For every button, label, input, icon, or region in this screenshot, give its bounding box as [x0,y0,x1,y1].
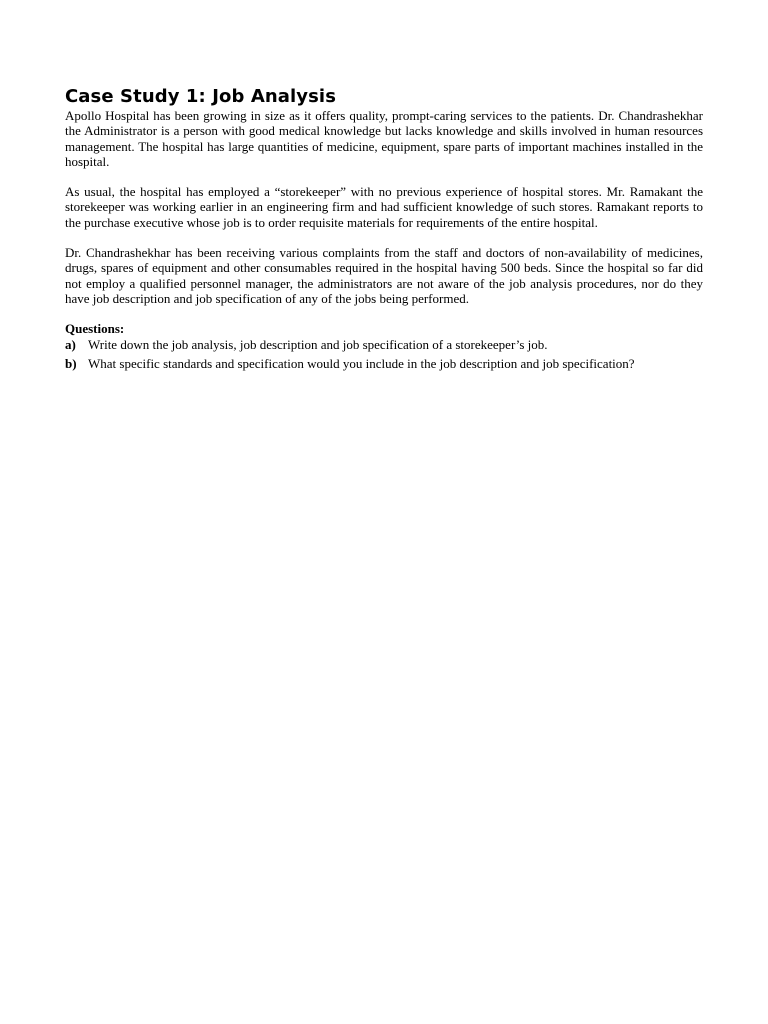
question-item [65,356,703,371]
questions-list [65,337,703,371]
document-title: Case Study 1: Job Analysis [65,86,337,107]
question-item [65,337,703,352]
paragraph-storekeeper: As usual, the hospital has employed a “storekeeper” with no previous experience of hospital stores. Mr. Ramakant the storekeeper was working earlier in an engineering firm and had sufficient knowledge of such stores. Ramakant reports to the purchase executive whose job is to order requisite materials for requirements of the entire hospital. [65,184,703,230]
paragraph-intro: Apollo Hospital has been growing in size as it offers quality, prompt-caring services to the patients. Dr. Chandrashekhar the Administrator is a person with good medical knowledge but lacks knowledge and skills involved in human resources management. The hospital has large quantities of medicine, equipment, spare parts of important machines installed in the hospital. [65,108,703,169]
question-text: Write down the job analysis, job description and job specification of a storekeeper’s job. [88,337,548,353]
question-text: What specific standards and specification would you include in the job description and job specification? [88,356,635,372]
question-marker: b) [65,356,77,372]
questions-heading: Questions: [65,321,125,337]
document-page [65,86,703,375]
paragraph-complaints: Dr. Chandrashekhar has been receiving various complaints from the staff and doctors of non-availability of medicines, drugs, spares of equipment and other consumables required in the hospital having 500 beds. Since the hospital so far did not employ a qualified personnel manager, the administrators are not aware of the job analysis procedures, nor do they have job description and job specification of any of the jobs being performed. [65,245,703,306]
question-marker: a) [65,337,76,353]
